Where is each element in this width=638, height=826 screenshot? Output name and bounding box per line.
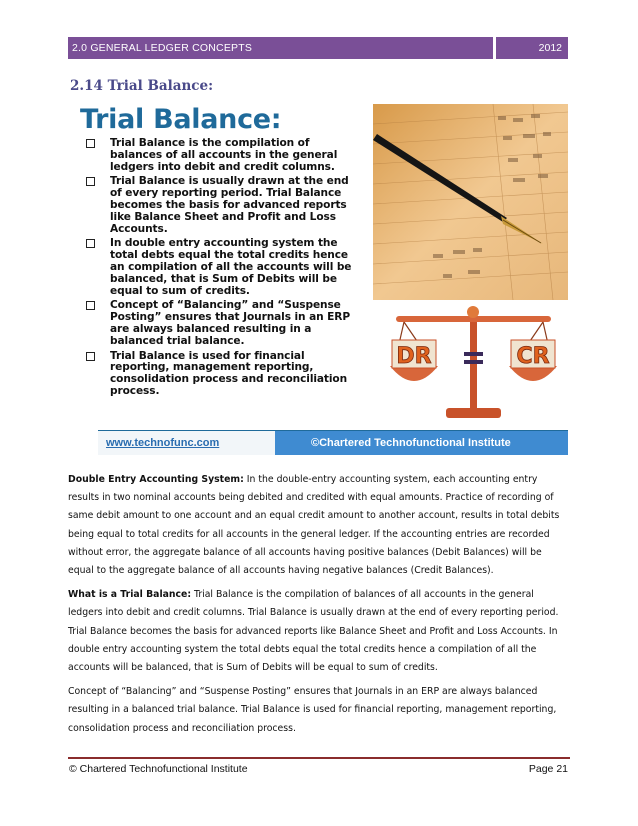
slide-bullet xyxy=(84,300,360,347)
technofunc-link[interactable]: www.technofunc.com xyxy=(98,431,275,455)
paragraph-label: Double Entry Accounting System: xyxy=(68,474,244,485)
slide-copyright: ©Chartered Technofunctional Institute xyxy=(275,431,568,455)
header-year: 2012 xyxy=(496,37,568,59)
checkbox-bullet-icon xyxy=(86,239,95,248)
scale-dr-label: DR xyxy=(396,344,432,369)
trial-balance-slide-image xyxy=(68,100,568,463)
slide-bullet-text: Trial Balance is used for financial reporting, management reporting, consolidation process and reconciliation process. xyxy=(110,349,348,397)
slide-bullet-text: Trial Balance is the compilation of balances of all accounts in the general ledgers into debit and credit columns. xyxy=(110,137,338,173)
body-text xyxy=(68,471,570,744)
page-header xyxy=(68,37,568,59)
slide-bullet-list xyxy=(84,138,360,401)
slide-footer-bar xyxy=(98,430,568,455)
slide-bullet xyxy=(84,138,360,173)
balance-scale-icon xyxy=(386,300,561,428)
slide-bullet-text: Trial Balance is usually drawn at the end of every reporting period. Trial Balance becomes the basis for advanced reports like Balance Sheet and Profit and Loss Accounts. xyxy=(110,175,349,235)
slide-bullet-text: Concept of “Balancing” and “Suspense Posting” ensures that Journals in an ERP are always balanced resulting in a balanced trial balance. xyxy=(110,299,351,347)
ledger-pen-photo xyxy=(373,104,568,300)
footer-rule xyxy=(68,757,570,759)
paragraph-what-is-trial-balance xyxy=(68,586,570,677)
scale-cr-label: CR xyxy=(516,344,550,369)
checkbox-bullet-icon xyxy=(86,301,95,310)
paragraph-label: What is a Trial Balance: xyxy=(68,589,192,601)
slide-bullet xyxy=(84,351,360,398)
section-title: 2.14 Trial Balance: xyxy=(70,78,214,94)
chapter-title: 2.0 GENERAL LEDGER CONCEPTS xyxy=(68,37,493,59)
paragraph-text: Trial Balance is the compilation of balances of all accounts in the general ledgers into debit and credit columns. Trial Balance is usually drawn at the end of every reporting period. Trial Balance becomes the basis for advanced reports like Balance Sheet and Profit and Loss Accounts. In double entry accounting system the total debts equal the total credits hence a compilation of all the accounts will be balanced, that is Sum of Debits will be equal to sum of credits. xyxy=(68,589,559,674)
paragraph-text: Concept of “Balancing” and “Suspense Posting” ensures that Journals in an ERP are always balanced resulting in a balanced trial balance. Trial Balance is used for financial reporting, management reporting, consolidation process and reconciliation process. xyxy=(68,686,557,734)
paragraph-double-entry xyxy=(68,471,570,580)
slide-bullet-text: In double entry accounting system the total debts equal the total credits hence an compilation of all the accounts will be balanced, that is Sum of Debits will be equal to sum of credits. xyxy=(110,237,352,297)
checkbox-bullet-icon xyxy=(86,177,95,186)
checkbox-bullet-icon xyxy=(86,139,95,148)
slide-bullet xyxy=(84,238,360,297)
footer-copyright: © Chartered Technofunctional Institute xyxy=(69,763,248,775)
slide-title: Trial Balance: xyxy=(80,104,282,135)
page-number: Page 21 xyxy=(528,763,568,775)
paragraph-balancing-concept xyxy=(68,683,570,738)
paragraph-text: In the double-entry accounting system, each accounting entry results in two nominal accounts being debited and credited with equal amounts. Practice of recording of same debit amount to one account and an equal credit amount to another account, results in total debits being equal to total credits for all accounts in the general ledger. If the accounting entries are recorded without error, the aggregate balance of all accounts having positive balances (Debit Balances) will be equal to the aggregate balance of all accounts having negative balances (Credit Balances). xyxy=(68,474,560,577)
slide-bullet xyxy=(84,176,360,235)
checkbox-bullet-icon xyxy=(86,352,95,361)
